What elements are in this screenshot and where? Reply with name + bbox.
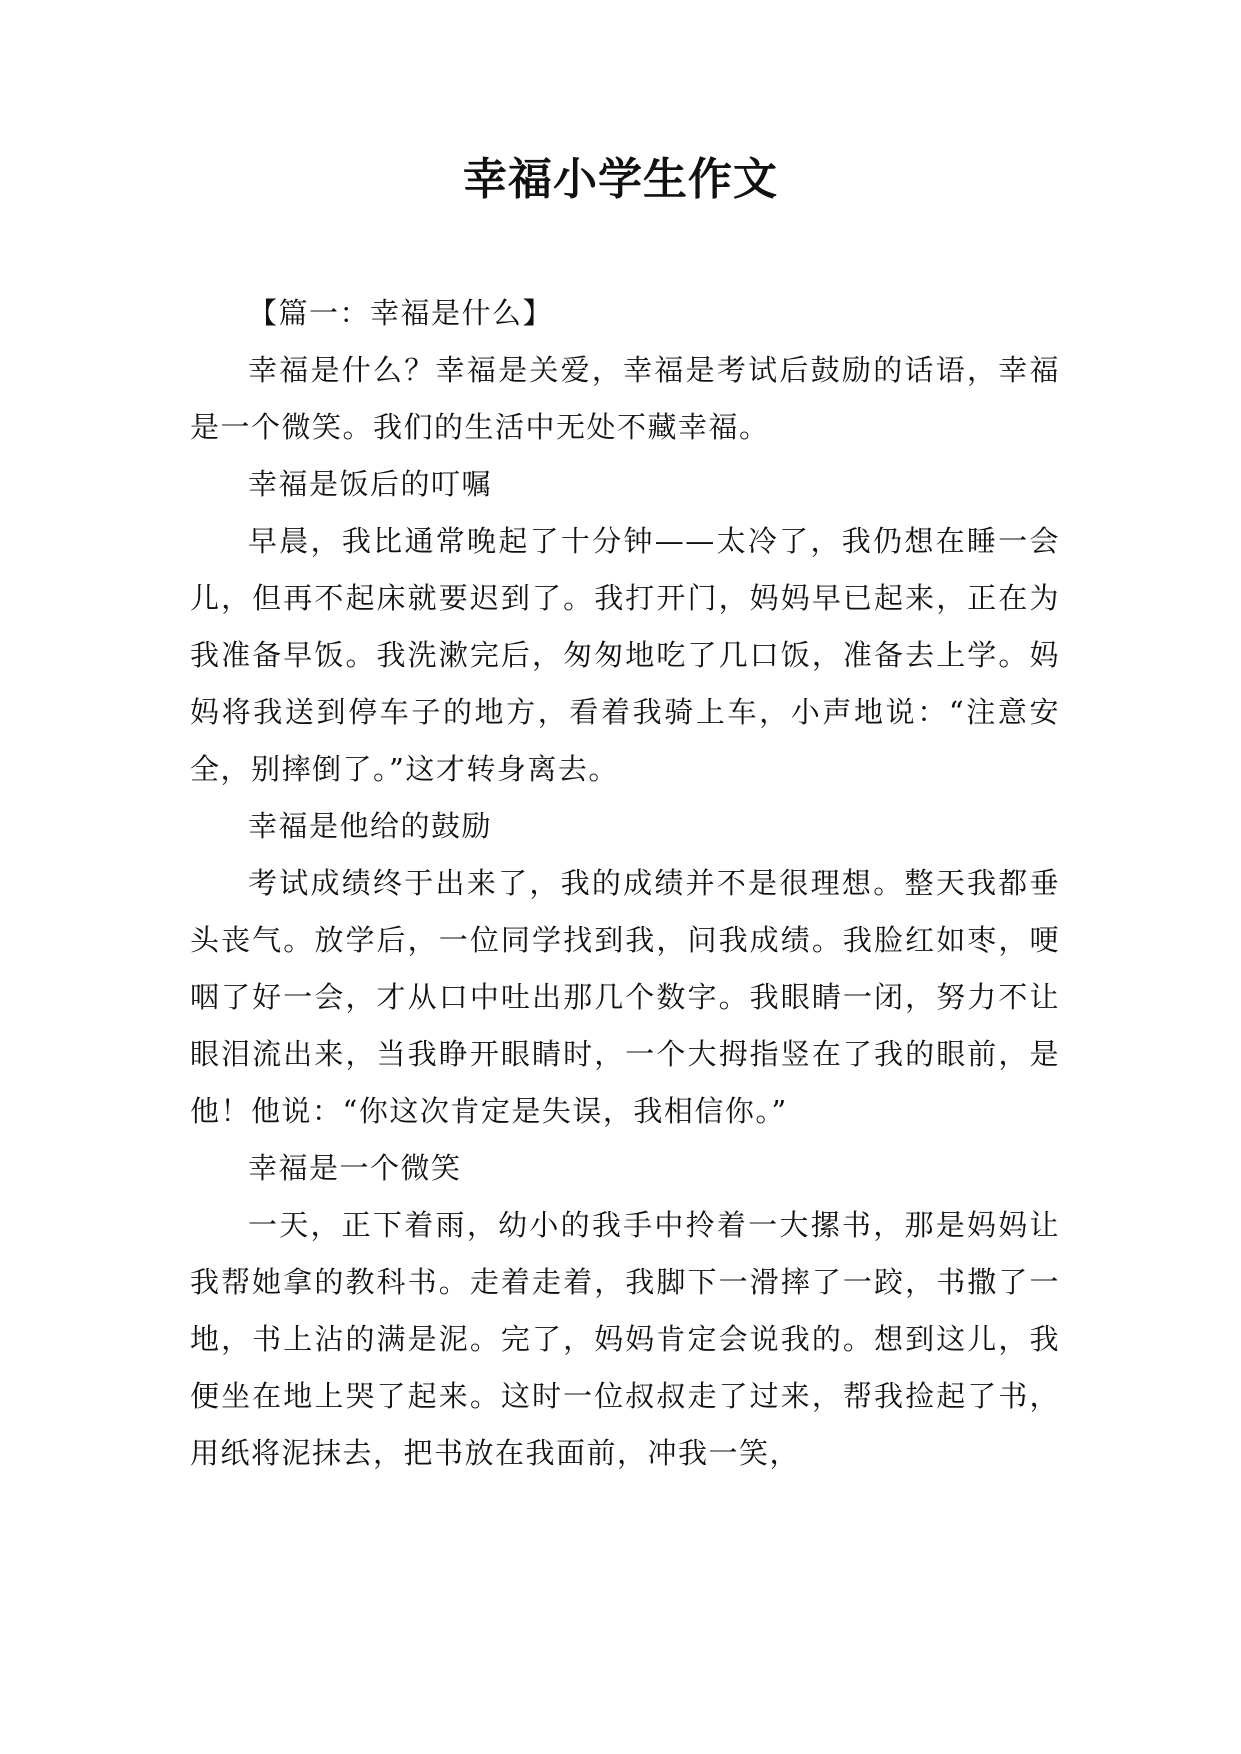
paragraph: 早晨，我比通常晚起了十分钟——太冷了，我仍想在睡一会儿，但再不起床就要迟到了。我打开门，妈妈早已起来，正在为我准备早饭。我洗漱完后，匆匆地吃了几口饭，准备去上学。妈妈将我送到停车子的地方，看着我骑上车，小声地说：“注意安全，别摔倒了。”这才转身离去。 [190, 524, 1060, 786]
subheading: 幸福是他给的鼓励 [248, 809, 493, 843]
paragraph: 幸福是什么？幸福是关爱，幸福是考试后鼓励的话语，幸福是一个微笑。我们的生活中无处不藏幸福。 [190, 353, 1060, 444]
page-title: 幸福小学生作文 [463, 154, 778, 205]
subheading: 幸福是一个微笑 [248, 1151, 462, 1185]
document-body [190, 285, 1060, 1482]
subheading: 幸福是饭后的叮嘱 [248, 467, 493, 501]
paragraph: 考试成绩终于出来了，我的成绩并不是很理想。整天我都垂头丧气。放学后，一位同学找到我，问我成绩。我脸红如枣，哽咽了好一会，才从口中吐出那几个数字。我眼睛一闭，努力不让眼泪流出来，当我睁开眼睛时，一个大拇指竖在了我的眼前，是他！他说：“你这次肯定是失误，我相信你。” [190, 866, 1060, 1128]
paragraph: 一天，正下着雨，幼小的我手中拎着一大摞书，那是妈妈让我帮她拿的教科书。走着走着，我脚下一滑摔了一跤，书撒了一地，书上沾的满是泥。完了，妈妈肯定会说我的。想到这儿，我便坐在地上哭了起来。这时一位叔叔走了过来，帮我捡起了书，用纸将泥抹去，把书放在我面前，冲我一笑， [190, 1208, 1060, 1470]
section-heading: 【篇一：幸福是什么】 [248, 296, 554, 330]
